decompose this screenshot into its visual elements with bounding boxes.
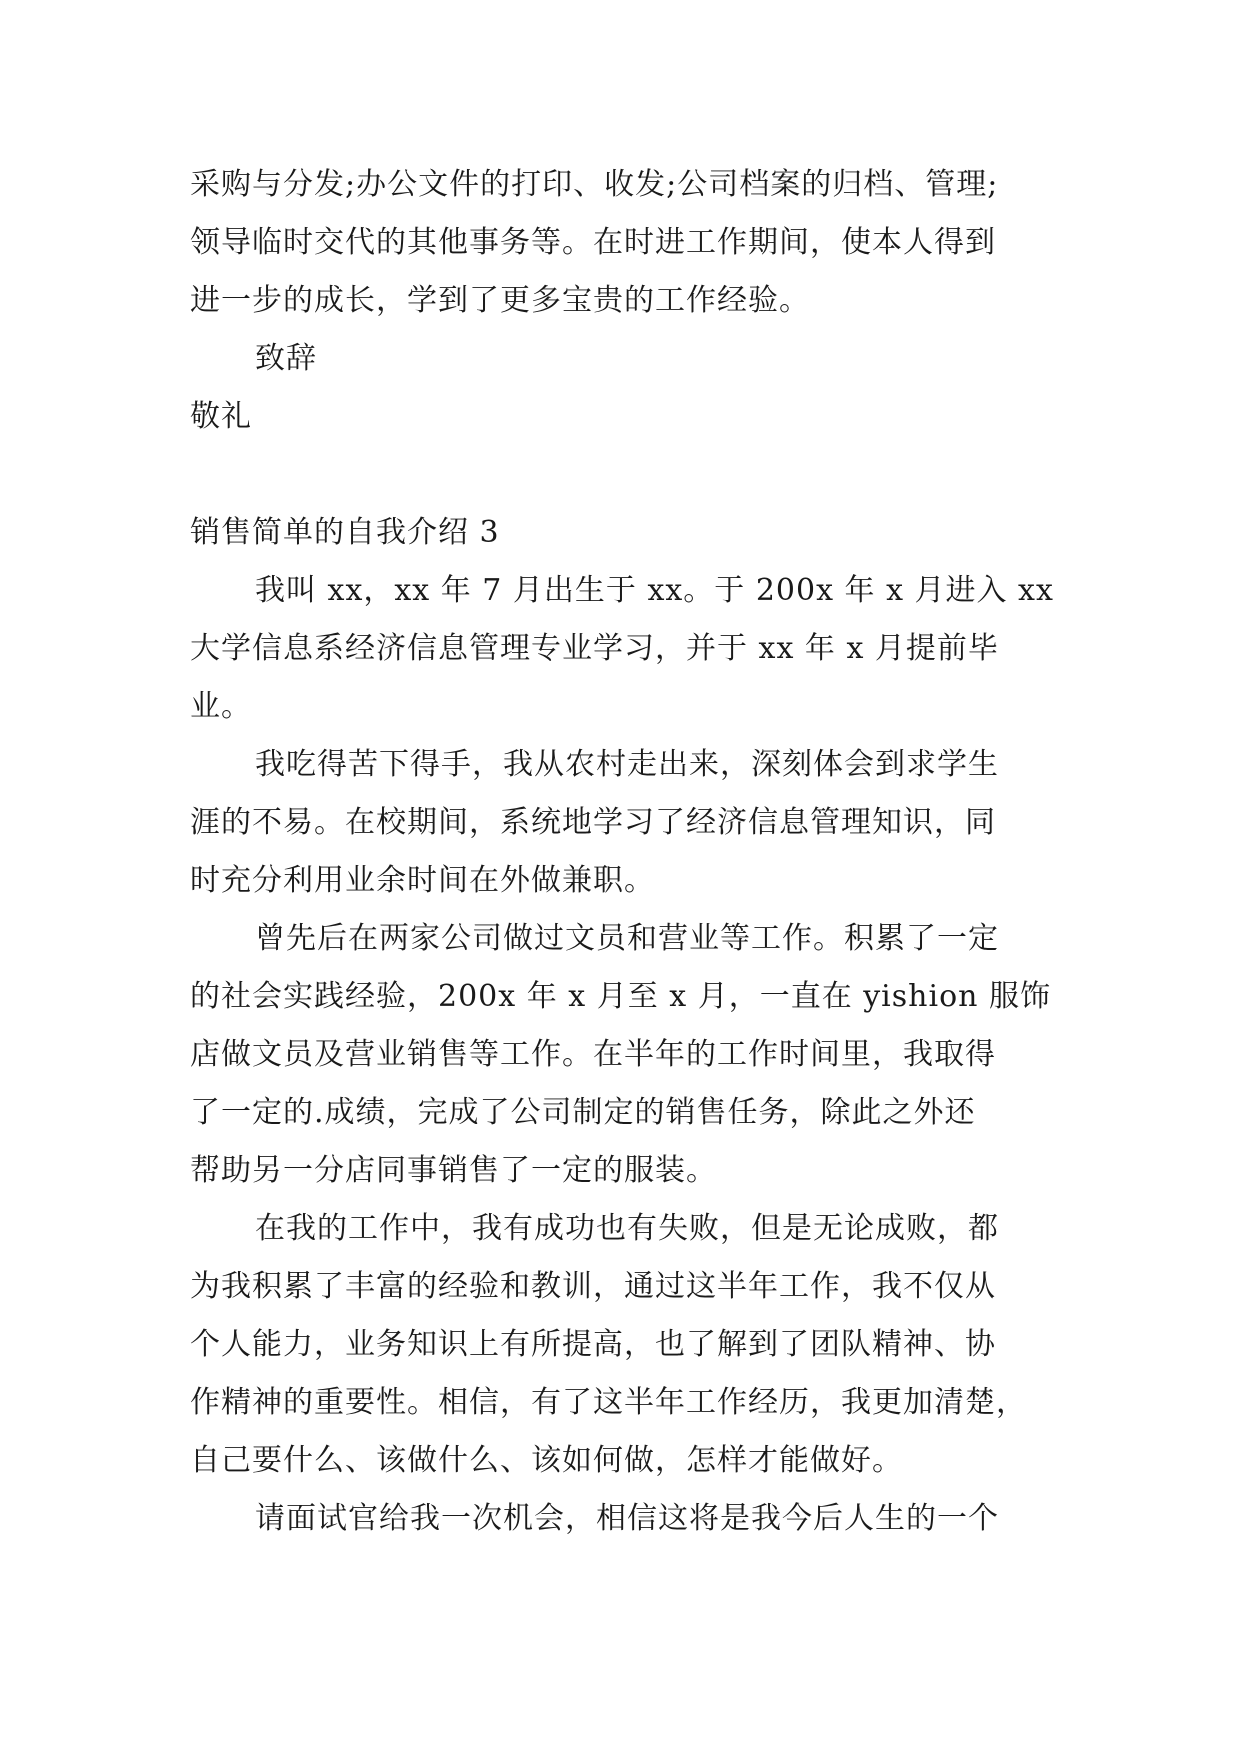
text-line: 请面试官给我一次机会，相信这将是我今后人生的一个 [255, 1501, 999, 1536]
document-body [190, 156, 1054, 1548]
text-line: 了一定的.成绩，完成了公司制定的销售任务，除此之外还 [190, 1095, 976, 1130]
text-line: 为我积累了丰富的经验和教训，通过这半年工作，我不仅从 [190, 1269, 996, 1304]
paragraph [190, 910, 1050, 1200]
paragraph [190, 562, 1054, 736]
text-line: 在我的工作中，我有成功也有失败，但是无论成败，都 [255, 1211, 999, 1246]
text-line: 进一步的成长，学到了更多宝贵的工作经验。 [190, 283, 810, 318]
text-line: 采购与分发;办公文件的打印、收发;公司档案的归档、管理; [190, 167, 999, 202]
text-line: 业。 [190, 689, 252, 724]
text-line: 大学信息系经济信息管理专业学习，并于 xx 年 x 月提前毕 [190, 631, 999, 666]
text-line: 时充分利用业余时间在外做兼职。 [190, 863, 655, 898]
text-line: 自己要什么、该做什么、该如何做，怎样才能做好。 [190, 1443, 903, 1478]
closing-phrase: 致辞 [255, 341, 317, 376]
text-line: 我叫 xx，xx 年 7 月出生于 xx。于 200x 年 x 月进入 xx [255, 573, 1054, 608]
text-line: 帮助另一分店同事销售了一定的服装。 [190, 1153, 717, 1188]
salutation: 敬礼 [190, 399, 252, 434]
text-line: 的社会实践经验，200x 年 x 月至 x 月，一直在 yishion 服饰 [190, 979, 1052, 1014]
text-line: 个人能力，业务知识上有所提高，也了解到了团队精神、协 [190, 1327, 996, 1362]
text-line: 涯的不易。在校期间，系统地学习了经济信息管理知识，同 [190, 805, 996, 840]
text-line: 曾先后在两家公司做过文员和营业等工作。积累了一定 [255, 921, 999, 956]
paragraph [190, 1490, 1050, 1548]
text-line: 我吃得苦下得手，我从农村走出来，深刻体会到求学生 [255, 747, 999, 782]
continued-paragraph [190, 156, 1050, 330]
section-title: 销售简单的自我介绍 3 [190, 515, 500, 550]
paragraph [190, 1200, 1050, 1490]
text-line: 店做文员及营业销售等工作。在半年的工作时间里，我取得 [190, 1037, 996, 1072]
text-line: 作精神的重要性。相信，有了这半年工作经历，我更加清楚， [190, 1385, 1027, 1420]
text-line: 领导临时交代的其他事务等。在时进工作期间，使本人得到 [190, 225, 996, 260]
paragraph [190, 736, 1050, 910]
